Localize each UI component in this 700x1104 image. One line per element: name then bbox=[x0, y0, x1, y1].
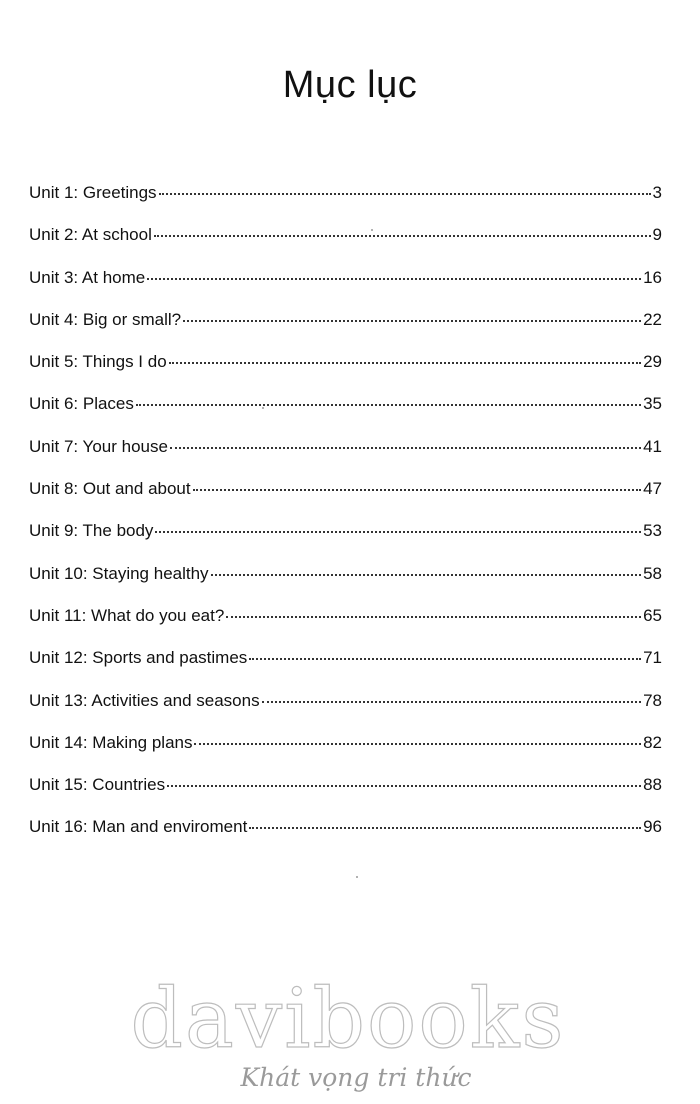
toc-page-number: 3 bbox=[652, 183, 662, 202]
dot-leader bbox=[193, 489, 641, 491]
toc-page-number: 16 bbox=[643, 267, 662, 287]
dot-leader bbox=[154, 235, 651, 237]
toc-entry-unit-12[interactable] bbox=[29, 648, 662, 690]
toc-entry-unit-10[interactable] bbox=[29, 564, 662, 606]
toc-entry-title: Unit 9: The body bbox=[29, 521, 154, 541]
toc-entry-title: Unit 5: Things I do bbox=[29, 352, 167, 372]
toc-entry-unit-7[interactable] bbox=[29, 437, 662, 479]
dot-leader bbox=[249, 827, 641, 829]
toc-entry-title: Unit 11: What do you eat? bbox=[29, 605, 225, 625]
toc-entry-title: Unit 4: Big or small? bbox=[29, 309, 182, 329]
toc-entry-unit-9[interactable] bbox=[29, 521, 662, 563]
toc-entry-title: Unit 7: Your house bbox=[29, 436, 168, 456]
toc-entry-unit-4[interactable] bbox=[29, 310, 662, 352]
toc-entry-unit-14[interactable] bbox=[29, 733, 662, 775]
toc-entry-unit-16[interactable] bbox=[29, 817, 662, 859]
toc-entry-title: Unit 1: Greetings bbox=[29, 183, 157, 202]
dot-leader bbox=[147, 278, 641, 280]
toc-entry-title: Unit 13: Activities and seasons bbox=[29, 690, 260, 710]
dot-leader bbox=[170, 447, 641, 449]
dot-leader bbox=[167, 785, 641, 787]
print-speck bbox=[356, 876, 358, 878]
dot-leader bbox=[159, 193, 651, 195]
toc-page-number: 35 bbox=[643, 394, 662, 414]
print-speck bbox=[262, 407, 264, 409]
toc-entry-unit-13[interactable] bbox=[29, 691, 662, 733]
toc-entry-unit-6[interactable] bbox=[29, 394, 662, 436]
toc-page-number: 78 bbox=[643, 690, 662, 710]
toc-page-number: 71 bbox=[643, 648, 662, 668]
table-of-contents bbox=[29, 183, 662, 860]
toc-page-number: 58 bbox=[643, 563, 662, 583]
toc-entry-title: Unit 2: At school bbox=[29, 225, 152, 245]
dot-leader bbox=[169, 362, 641, 364]
toc-entry-unit-2[interactable] bbox=[29, 225, 662, 267]
toc-page-number: 22 bbox=[643, 309, 662, 329]
toc-entry-title: Unit 16: Man and enviroment bbox=[29, 817, 248, 837]
dot-leader bbox=[211, 574, 642, 576]
toc-entry-title: Unit 10: Staying healthy bbox=[29, 563, 209, 583]
toc-page-number: 88 bbox=[643, 775, 662, 795]
dot-leader bbox=[194, 743, 641, 745]
toc-entry-unit-5[interactable] bbox=[29, 352, 662, 394]
toc-entry-title: Unit 8: Out and about bbox=[29, 479, 191, 499]
dot-leader bbox=[249, 658, 641, 660]
toc-entry-title: Unit 14: Making plans bbox=[29, 732, 193, 752]
toc-entry-unit-3[interactable] bbox=[29, 268, 662, 310]
toc-entry-unit-11[interactable] bbox=[29, 606, 662, 648]
toc-entry-unit-15[interactable] bbox=[29, 775, 662, 817]
page-title: Mục lục bbox=[282, 64, 418, 106]
toc-entry-unit-1[interactable] bbox=[29, 183, 662, 225]
toc-entry-title: Unit 12: Sports and pastimes bbox=[29, 648, 248, 668]
dot-leader bbox=[183, 320, 641, 322]
toc-page-number: 41 bbox=[643, 436, 662, 456]
toc-entry-title: Unit 6: Places bbox=[29, 394, 134, 414]
dot-leader bbox=[262, 701, 642, 703]
toc-page-number: 65 bbox=[643, 605, 662, 625]
print-speck bbox=[371, 229, 373, 231]
watermark-brand-name: davibooks bbox=[130, 972, 566, 1067]
toc-page-number: 96 bbox=[643, 817, 662, 837]
toc-page-number: 29 bbox=[643, 352, 662, 372]
dot-leader bbox=[155, 531, 641, 533]
toc-entry-unit-8[interactable] bbox=[29, 479, 662, 521]
toc-entry-title: Unit 15: Countries bbox=[29, 775, 166, 795]
toc-page-number: 47 bbox=[643, 479, 662, 499]
dot-leader bbox=[226, 616, 641, 618]
toc-page-number: 82 bbox=[643, 732, 662, 752]
toc-page-number: 53 bbox=[643, 521, 662, 541]
toc-page-number: 9 bbox=[652, 225, 662, 245]
watermark-slogan: Khát vọng tri thức bbox=[240, 1063, 472, 1092]
toc-entry-title: Unit 3: At home bbox=[29, 267, 146, 287]
dot-leader bbox=[136, 404, 641, 406]
